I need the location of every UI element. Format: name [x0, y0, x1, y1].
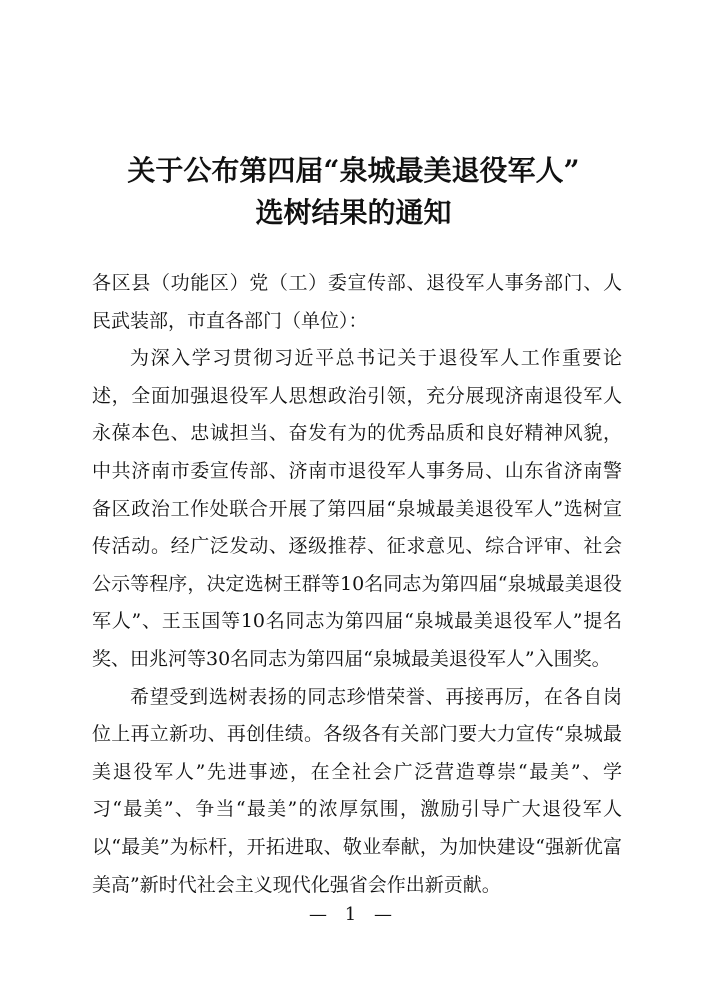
title-line-2: 选树结果的通知: [255, 196, 452, 229]
page-number: — 1 —: [309, 904, 398, 925]
document-title: [0, 150, 707, 234]
salutation: 各区县（功能区）党（工）委宣传部、退役军人事务部门、人民武装部，市直各部门（单位）：: [92, 272, 622, 332]
title-line-1: 关于公布第四届“泉城最美退役军人”: [127, 154, 580, 187]
document-body: [92, 265, 622, 904]
paragraph-1: 为深入学习贯彻习近平总书记关于退役军人工作重要论述，全面加强退役军人思想政治引领，充分展现济南退役军人永葆本色、忠诚担当、奋发有为的优秀品质和良好精神风貌，中共济南市委宣传部、济南市退役军人事务局、山东省济南警备区政治工作处联合开展了第四届“泉城最美退役军人”选树宣传活动。经广泛发动、逐级推荐、征求意见、综合评审、社会公示等程序，决定选树王群等10名同志为第四届“泉城最美退役军人”、王玉国等10名同志为第四届“泉城最美退役军人”提名奖、田兆河等30名同志为第四届“泉城最美退役军人”入围奖。: [92, 347, 622, 670]
paragraph-2: 希望受到选树表扬的同志珍惜荣誉、再接再厉，在各自岗位上再立新功、再创佳绩。各级各有关部门要大力宣传“泉城最美退役军人”先进事迹，在全社会广泛营造尊崇“最美”、学习“最美”、争当“最美”的浓厚氛围，激励引导广大退役军人以“最美”为标杆，开拓进取、敬业奉献，为加快建设“强新优富美高”新时代社会主义现代化强省会作出新贡献。: [92, 685, 622, 896]
